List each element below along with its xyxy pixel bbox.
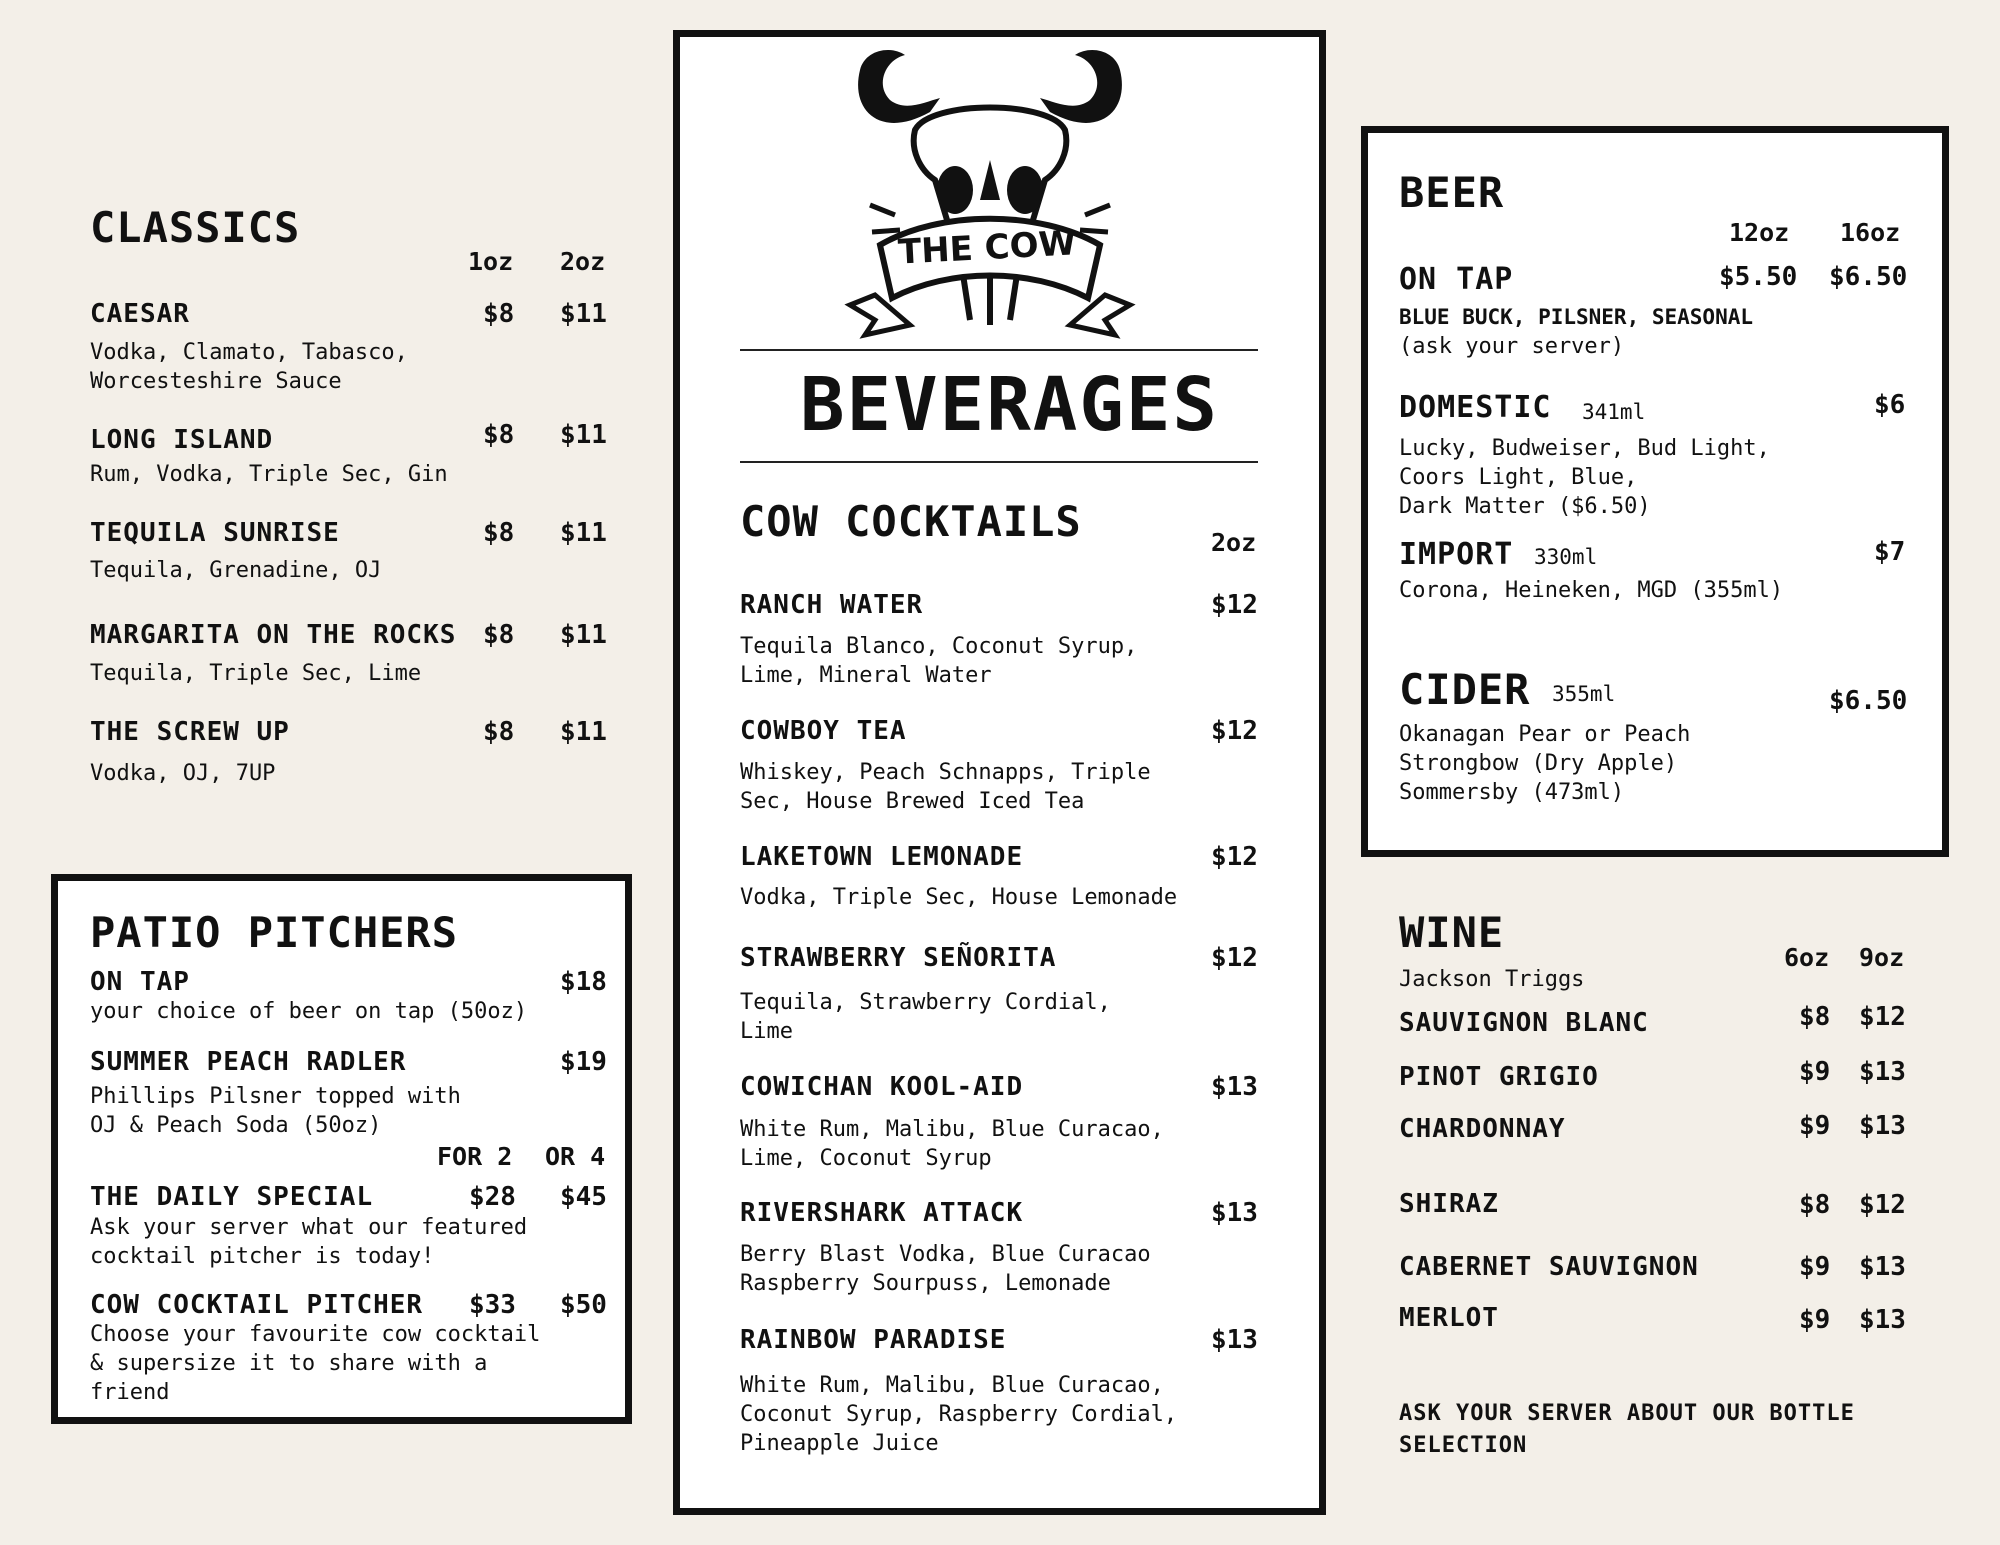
menu-item-name: RIVERSHARK ATTACK <box>740 1198 1024 1228</box>
menu-item-name: CABERNET SAUVIGNON <box>1399 1252 1699 1282</box>
menu-item-description: Tequila, Triple Sec, Lime <box>90 661 422 686</box>
beer-size-12oz: 12oz <box>1729 218 1790 247</box>
classics-size-1oz: 1oz <box>468 247 514 276</box>
divider <box>740 461 1258 463</box>
menu-item-name: TEQUILA SUNRISE <box>90 518 340 548</box>
menu-item-name: THE SCREW UP <box>90 717 290 747</box>
menu-item-name: SUMMER PEACH RADLER <box>90 1047 407 1077</box>
menu-item-price-6oz: $9 <box>1799 1252 1831 1282</box>
menu-item-description: Whiskey, Peach Schnapps, Triple Sec, House Brewed Iced Tea <box>740 760 1151 814</box>
menu-item-price-for-2: $33 <box>469 1290 516 1320</box>
menu-item-price-for-2: $28 <box>469 1182 516 1212</box>
menu-item-price-6oz: $9 <box>1799 1111 1831 1141</box>
menu-item-price-6oz: $8 <box>1799 1002 1831 1032</box>
menu-item-volume: 341ml <box>1582 400 1646 424</box>
menu-item-name: DOMESTIC <box>1399 390 1552 425</box>
menu-item-price-1oz: $8 <box>483 620 515 650</box>
beer-tap-note: (ask your server) <box>1399 334 1625 359</box>
menu-item-price: $18 <box>560 967 607 997</box>
pitcher-size-or-4: OR 4 <box>545 1142 606 1171</box>
menu-item-name: MARGARITA ON THE ROCKS <box>90 620 457 650</box>
menu-item-name: ON TAP <box>90 967 190 997</box>
menu-item-name: COWICHAN KOOL-AID <box>740 1072 1024 1102</box>
menu-item-price-2oz: $11 <box>560 620 607 650</box>
menu-item-description: Rum, Vodka, Triple Sec, Gin <box>90 462 448 487</box>
cow-skull-logo <box>820 40 1160 345</box>
wine-size-6oz: 6oz <box>1784 943 1830 972</box>
cow-cocktails-title: COW COCKTAILS <box>740 497 1082 546</box>
menu-item-price: $12 <box>1211 716 1258 746</box>
menu-item-price-2oz: $11 <box>560 518 607 548</box>
cider-title: CIDER <box>1399 665 1531 714</box>
cocktails-size-2oz: 2oz <box>1211 528 1257 557</box>
menu-item-price-9oz: $12 <box>1859 1190 1906 1220</box>
menu-item-price: $13 <box>1211 1325 1258 1355</box>
menu-item-price: $19 <box>560 1047 607 1077</box>
menu-item-price-2oz: $11 <box>560 299 607 329</box>
menu-item-name: SHIRAZ <box>1399 1189 1499 1219</box>
divider <box>740 349 1258 351</box>
menu-item-price-1oz: $8 <box>483 420 515 450</box>
menu-item-description: your choice of beer on tap (50oz) <box>90 999 528 1024</box>
bottle-selection-note: ASK YOUR SERVER ABOUT OUR BOTTLE SELECTION <box>1399 1401 1855 1458</box>
menu-item-price: $12 <box>1211 842 1258 872</box>
menu-item-description: Okanagan Pear or Peach Strongbow (Dry Apple) Sommersby (473ml) <box>1399 722 1691 805</box>
menu-item-price: $12 <box>1211 943 1258 973</box>
menu-item-name: IMPORT <box>1399 537 1514 572</box>
menu-item-name: PINOT GRIGIO <box>1399 1062 1599 1092</box>
wine-size-9oz: 9oz <box>1859 943 1905 972</box>
menu-item-price: $6 <box>1874 390 1906 420</box>
menu-item-name: LONG ISLAND <box>90 425 274 455</box>
menu-item-price-or-4: $50 <box>560 1290 607 1320</box>
menu-item-price: $7 <box>1874 537 1906 567</box>
menu-item-description: Choose your favourite cow cocktail & supersize it to share with a friend <box>90 1322 541 1405</box>
beer-size-16oz: 16oz <box>1840 218 1901 247</box>
classics-size-2oz: 2oz <box>560 247 606 276</box>
menu-item-price-1oz: $8 <box>483 518 515 548</box>
classics-title: CLASSICS <box>90 203 301 252</box>
menu-item-name: ON TAP <box>1399 262 1514 297</box>
menu-item-volume: 330ml <box>1534 545 1598 569</box>
beer-title: BEER <box>1399 168 1505 217</box>
menu-item-price: $13 <box>1211 1198 1258 1228</box>
wine-brand: Jackson Triggs <box>1399 967 1585 992</box>
menu-item-name: RANCH WATER <box>740 590 924 620</box>
menu-item-description: Phillips Pilsner topped with OJ & Peach Soda (50oz) <box>90 1084 461 1138</box>
menu-item-name: LAKETOWN LEMONADE <box>740 842 1024 872</box>
menu-item-price-6oz: $9 <box>1799 1305 1831 1335</box>
menu-item-description: Vodka, Clamato, Tabasco, Worcesteshire Sauce <box>90 340 408 394</box>
menu-item-name: THE DAILY SPECIAL <box>90 1182 374 1212</box>
menu-item-price-12oz: $5.50 <box>1719 262 1798 292</box>
menu-item-price-1oz: $8 <box>483 299 515 329</box>
menu-item-price-9oz: $13 <box>1859 1057 1906 1087</box>
logo-text: THE COW <box>897 223 1078 273</box>
menu-item-name: CAESAR <box>90 299 190 329</box>
menu-item-name: SAUVIGNON BLANC <box>1399 1008 1649 1038</box>
menu-item-name: MERLOT <box>1399 1303 1499 1333</box>
menu-item-price-9oz: $13 <box>1859 1111 1906 1141</box>
menu-item-description: Ask your server what our featured cocktail pitcher is today! <box>90 1215 528 1269</box>
menu-item-description: White Rum, Malibu, Blue Curacao, Coconut Syrup, Raspberry Cordial, Pineapple Juice <box>740 1373 1178 1456</box>
menu-item-name: COWBOY TEA <box>740 716 907 746</box>
menu-item-price-or-4: $45 <box>560 1182 607 1212</box>
menu-item-name: RAINBOW PARADISE <box>740 1325 1007 1355</box>
menu-item-name: CHARDONNAY <box>1399 1114 1566 1144</box>
menu-item-price-1oz: $8 <box>483 717 515 747</box>
page-title: BEVERAGES <box>800 362 1219 448</box>
menu-item-price: $6.50 <box>1829 686 1908 716</box>
menu-item-description: Berry Blast Vodka, Blue Curacao Raspberry Sourpuss, Lemonade <box>740 1242 1151 1296</box>
menu-item-description: Tequila, Strawberry Cordial, Lime <box>740 990 1111 1044</box>
menu-item-price-6oz: $8 <box>1799 1190 1831 1220</box>
menu-item-description: Vodka, OJ, 7UP <box>90 761 276 786</box>
menu-item-price: $12 <box>1211 590 1258 620</box>
menu-item-price-6oz: $9 <box>1799 1057 1831 1087</box>
menu-item-price-2oz: $11 <box>560 420 607 450</box>
menu-item-volume: 355ml <box>1552 682 1616 706</box>
menu-item-name: STRAWBERRY SEÑORITA <box>740 943 1057 973</box>
menu-item-description: Tequila, Grenadine, OJ <box>90 558 382 583</box>
menu-item-description: Tequila Blanco, Coconut Syrup, Lime, Mineral Water <box>740 634 1138 688</box>
menu-item-price-9oz: $13 <box>1859 1252 1906 1282</box>
menu-item-description: Corona, Heineken, MGD (355ml) <box>1399 578 1784 603</box>
menu-item-price: $13 <box>1211 1072 1258 1102</box>
wine-title: WINE <box>1399 908 1505 957</box>
pitcher-size-for-2: FOR 2 <box>437 1142 513 1171</box>
menu-item-price-9oz: $12 <box>1859 1002 1906 1032</box>
menu-item-price-2oz: $11 <box>560 717 607 747</box>
menu-item-price-9oz: $13 <box>1859 1305 1906 1335</box>
menu-item-description: Vodka, Triple Sec, House Lemonade <box>740 885 1178 910</box>
menu-item-name: COW COCKTAIL PITCHER <box>90 1290 424 1320</box>
pitchers-title: PATIO PITCHERS <box>90 908 459 957</box>
menu-item-description: Lucky, Budweiser, Bud Light, Coors Light, Blue, Dark Matter ($6.50) <box>1399 436 1770 519</box>
menu-item-description: White Rum, Malibu, Blue Curacao, Lime, Coconut Syrup <box>740 1117 1164 1171</box>
beer-tap-list: BLUE BUCK, PILSNER, SEASONAL <box>1399 305 1754 329</box>
menu-item-price-16oz: $6.50 <box>1829 262 1908 292</box>
